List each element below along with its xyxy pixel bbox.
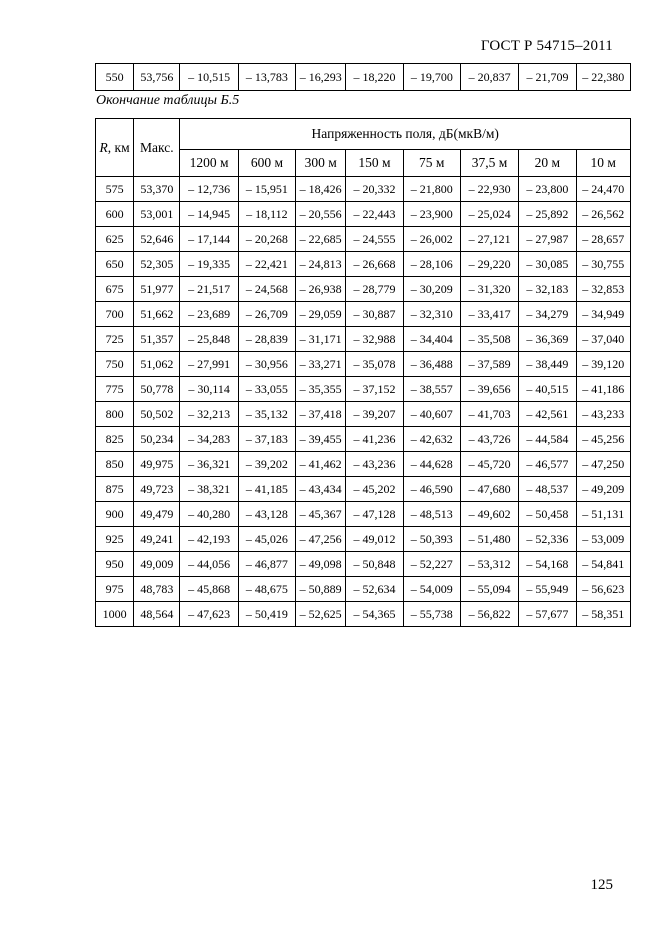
table-cell: 52,646 [134,227,180,252]
table-cell: – 28,839 [238,327,295,352]
table-cell: 50,502 [134,402,180,427]
table-cell: – 48,537 [519,477,576,502]
table-cell: – 45,202 [346,477,403,502]
table-cell: – 43,236 [346,452,403,477]
table-row [96,477,631,502]
table-cell: – 33,055 [238,377,295,402]
table-cell: – 36,321 [180,452,238,477]
table-cell: – 25,892 [519,202,576,227]
table-cell: – 20,268 [238,227,295,252]
table-cell: 49,241 [134,527,180,552]
table-cell: 49,723 [134,477,180,502]
table-cell: – 18,220 [346,64,403,91]
table-cell: – 58,351 [576,602,630,627]
table-cell: – 35,355 [296,377,346,402]
table-cell: – 48,675 [238,577,295,602]
table-cell: – 18,426 [296,177,346,202]
table-cell: – 39,455 [296,427,346,452]
table-row [96,552,631,577]
table-cell: – 32,853 [576,277,630,302]
table-cell: – 47,250 [576,452,630,477]
table-cell: 53,756 [134,64,180,91]
table-row [96,527,631,552]
table-cell: – 22,443 [346,202,403,227]
table-cell: – 23,689 [180,302,238,327]
table-cell: – 43,233 [576,402,630,427]
table-cell: – 20,556 [296,202,346,227]
table-cell: – 32,183 [519,277,576,302]
table-cell: – 49,209 [576,477,630,502]
table-cell: – 25,848 [180,327,238,352]
table-cell: – 30,956 [238,352,295,377]
table-cell: 51,977 [134,277,180,302]
table-cell: – 45,026 [238,527,295,552]
table-cell: 650 [96,252,134,277]
table-row [96,452,631,477]
table-cell: – 13,783 [238,64,295,91]
table-cell: 950 [96,552,134,577]
table-row [96,202,631,227]
table-cell: – 27,991 [180,352,238,377]
table-cell: – 25,024 [460,202,518,227]
table-cell: 51,662 [134,302,180,327]
column-header-frequency: 20 м [519,150,576,177]
table-row [96,64,631,91]
column-group-header: Напряженность поля, дБ(мкВ/м) [180,119,631,150]
table-cell: – 26,668 [346,252,403,277]
table-cell: 49,975 [134,452,180,477]
table-row [96,177,631,202]
table-cell: 600 [96,202,134,227]
table-cell: – 35,132 [238,402,295,427]
table-cell: – 30,887 [346,302,403,327]
table-cell: 575 [96,177,134,202]
table-row [96,277,631,302]
table-cell: – 56,822 [460,602,518,627]
column-header-frequency: 1200 м [180,150,238,177]
table-row [96,352,631,377]
table-cell: – 42,193 [180,527,238,552]
column-header-frequency: 300 м [296,150,346,177]
table-cell: – 44,056 [180,552,238,577]
table-cell: – 44,584 [519,427,576,452]
table-cell: – 28,657 [576,227,630,252]
table-cell: – 26,938 [296,277,346,302]
column-header-max: Макс. [134,119,180,177]
table-row [96,227,631,252]
table-cell: – 21,709 [519,64,576,91]
table-cell: – 21,517 [180,277,238,302]
table-cell: – 35,508 [460,327,518,352]
table-cell: – 54,841 [576,552,630,577]
table-cell: – 51,131 [576,502,630,527]
table-cell: – 38,449 [519,352,576,377]
table-cell: 53,370 [134,177,180,202]
table-cell: – 30,114 [180,377,238,402]
table-cell: – 41,703 [460,402,518,427]
table-cell: 49,009 [134,552,180,577]
table-cell: 675 [96,277,134,302]
table-cell: – 27,987 [519,227,576,252]
table-cell: – 34,404 [403,327,460,352]
table-cell: – 20,332 [346,177,403,202]
table-cell: – 46,590 [403,477,460,502]
table-cell: – 33,417 [460,302,518,327]
table-cell: 775 [96,377,134,402]
table-cell: – 19,335 [180,252,238,277]
table-cell: – 32,310 [403,302,460,327]
table-cell: – 39,120 [576,352,630,377]
table-cell: – 10,515 [180,64,238,91]
column-header-frequency: 150 м [346,150,403,177]
table-cell: – 45,367 [296,502,346,527]
table-cell: – 41,185 [238,477,295,502]
table-cell: 48,564 [134,602,180,627]
table-cell: – 52,336 [519,527,576,552]
table-cell: – 40,607 [403,402,460,427]
table-cell: – 24,470 [576,177,630,202]
table-cell: – 42,632 [403,427,460,452]
table-cell: – 41,236 [346,427,403,452]
table-cell: – 24,813 [296,252,346,277]
table-cell: – 15,951 [238,177,295,202]
table-cell: – 30,209 [403,277,460,302]
table-cell: – 37,152 [346,377,403,402]
table-cell: 725 [96,327,134,352]
table-row [96,377,631,402]
table-cell: – 47,256 [296,527,346,552]
table-cell: 975 [96,577,134,602]
table-cell: – 35,078 [346,352,403,377]
table-cell: – 49,602 [460,502,518,527]
table-cell: – 20,837 [460,64,518,91]
table-caption: Окончание таблицы Б.5 [96,93,240,108]
table-cell: – 49,012 [346,527,403,552]
table-cell: – 39,656 [460,377,518,402]
table-row [96,402,631,427]
table-cell: – 43,726 [460,427,518,452]
table-cell: – 19,700 [403,64,460,91]
table-cell: 750 [96,352,134,377]
table-cell: – 47,623 [180,602,238,627]
column-header-frequency: 75 м [403,150,460,177]
table-cell: – 50,393 [403,527,460,552]
table-cell: – 36,488 [403,352,460,377]
table-cell: – 39,207 [346,402,403,427]
table-cell: – 54,365 [346,602,403,627]
table-cell: 850 [96,452,134,477]
table-cell: – 50,419 [238,602,295,627]
table-cell: – 32,213 [180,402,238,427]
table-cell: – 24,555 [346,227,403,252]
table-cell: – 37,183 [238,427,295,452]
table-cell: – 28,779 [346,277,403,302]
table-cell: – 55,949 [519,577,576,602]
table-cell: 51,062 [134,352,180,377]
column-header-distance: R, км [96,119,134,177]
table-cell: – 32,988 [346,327,403,352]
table-row [96,427,631,452]
table-cell: – 31,320 [460,277,518,302]
table-cell: 550 [96,64,134,91]
table-cell: 825 [96,427,134,452]
table-cell: – 29,059 [296,302,346,327]
table-cell: – 36,369 [519,327,576,352]
table-cell: – 34,283 [180,427,238,452]
column-header-frequency: 37,5 м [460,150,518,177]
table-cell: – 42,561 [519,402,576,427]
table-cell: – 57,677 [519,602,576,627]
table-cell: 51,357 [134,327,180,352]
table-cell: – 51,480 [460,527,518,552]
table-cell: – 52,625 [296,602,346,627]
table-cell: – 50,848 [346,552,403,577]
table-cell: – 43,434 [296,477,346,502]
table-cell: 48,783 [134,577,180,602]
table-cell: – 34,949 [576,302,630,327]
table-cell: – 41,186 [576,377,630,402]
page-number: 125 [590,877,613,893]
table-cell: – 45,720 [460,452,518,477]
table-cell: – 30,085 [519,252,576,277]
table-cell: – 37,418 [296,402,346,427]
table-cell: 52,305 [134,252,180,277]
table-cell: – 22,930 [460,177,518,202]
table-cell: – 16,293 [296,64,346,91]
table-cell: – 48,513 [403,502,460,527]
table-cell: 625 [96,227,134,252]
table-cell: 1000 [96,602,134,627]
table-cell: – 18,112 [238,202,295,227]
table-cell: – 46,877 [238,552,295,577]
table-row [96,252,631,277]
table-cell: – 38,321 [180,477,238,502]
table-cell: 900 [96,502,134,527]
table-cell: – 37,040 [576,327,630,352]
field-strength-table [95,118,631,627]
table-cell: – 34,279 [519,302,576,327]
document-header: ГОСТ Р 54715–2011 [480,38,613,54]
table-cell: – 23,800 [519,177,576,202]
table-cell: – 22,380 [576,64,630,91]
table-cell: – 43,128 [238,502,295,527]
table-row [96,577,631,602]
table-cell: – 17,144 [180,227,238,252]
table-continuation-row [95,63,631,91]
table-row [96,327,631,352]
table-cell: 49,479 [134,502,180,527]
table-cell: – 53,009 [576,527,630,552]
table-cell: – 27,121 [460,227,518,252]
table-cell: – 21,800 [403,177,460,202]
table-cell: – 50,458 [519,502,576,527]
table-cell: 53,001 [134,202,180,227]
table-cell: – 44,628 [403,452,460,477]
table-cell: – 26,002 [403,227,460,252]
table-row [96,302,631,327]
table-cell: 800 [96,402,134,427]
table-cell: – 22,421 [238,252,295,277]
table-cell: – 39,202 [238,452,295,477]
table-cell: – 49,098 [296,552,346,577]
table-cell: – 38,557 [403,377,460,402]
table-cell: – 37,589 [460,352,518,377]
table-cell: – 54,168 [519,552,576,577]
table-cell: – 40,280 [180,502,238,527]
table-cell: – 55,738 [403,602,460,627]
table-cell: – 26,709 [238,302,295,327]
table-cell: – 33,271 [296,352,346,377]
table-cell: – 45,868 [180,577,238,602]
table-cell: – 47,128 [346,502,403,527]
table-cell: – 23,900 [403,202,460,227]
column-header-frequency: 10 м [576,150,630,177]
column-header-frequency: 600 м [238,150,295,177]
table-cell: 50,234 [134,427,180,452]
table-row [96,502,631,527]
table-cell: – 47,680 [460,477,518,502]
table-cell: 875 [96,477,134,502]
table-cell: – 12,736 [180,177,238,202]
table-cell: – 24,568 [238,277,295,302]
table-cell: – 30,755 [576,252,630,277]
table-cell: – 54,009 [403,577,460,602]
table-cell: – 46,577 [519,452,576,477]
table-cell: – 31,171 [296,327,346,352]
table-cell: – 56,623 [576,577,630,602]
table-cell: – 14,945 [180,202,238,227]
table-body [96,177,631,627]
table-cell: – 52,227 [403,552,460,577]
table-cell: – 22,685 [296,227,346,252]
table-cell: – 53,312 [460,552,518,577]
table-cell: – 52,634 [346,577,403,602]
table-cell: 50,778 [134,377,180,402]
table-cell: – 26,562 [576,202,630,227]
table-cell: – 55,094 [460,577,518,602]
table-cell: – 50,889 [296,577,346,602]
table-cell: – 40,515 [519,377,576,402]
table-cell: – 45,256 [576,427,630,452]
table-cell: – 41,462 [296,452,346,477]
table-cell: – 29,220 [460,252,518,277]
table-row [96,602,631,627]
table-cell: 700 [96,302,134,327]
table-cell: 925 [96,527,134,552]
table-cell: – 28,106 [403,252,460,277]
